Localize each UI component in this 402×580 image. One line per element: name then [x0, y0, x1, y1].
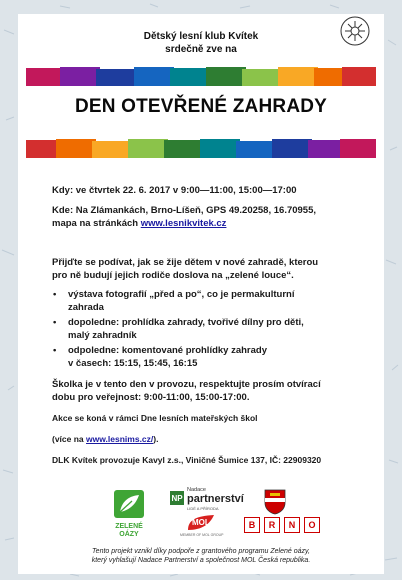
footer-line-2: který vyhlašují Nadace Partnerství a společnost MOL Česká republika. — [91, 557, 311, 564]
event-note: Akce se koná v rámci Dne lesních mateřských škol — [52, 413, 258, 423]
invitation-sheet — [18, 14, 384, 574]
event-title: DEN OTEVŘENÉ ZAHRADY — [74, 96, 328, 117]
partnerstvi-symbol-icon — [170, 491, 184, 505]
partner-main-text: partnerství — [187, 493, 244, 505]
event-when: Kdy: ve čtvrtek 22. 6. 2017 v 9:00—11:00, 15:00—17:00 — [52, 185, 297, 196]
colorful-strip-top — [26, 66, 376, 88]
intro-line-1: Přijďte se podívat, jak se žije dětem v nové zahradě, kterou — [52, 257, 319, 268]
brno-letter: O — [304, 517, 320, 533]
oazy-text: OÁZY — [119, 531, 139, 538]
zelene-oazy-logo — [108, 490, 150, 540]
zelene-text: ZELENÉ — [115, 523, 143, 530]
more-info-prefix: (více na — [52, 434, 87, 444]
leaf-icon — [114, 490, 144, 518]
brno-coat-of-arms-icon — [264, 489, 286, 515]
grant-footer — [28, 547, 374, 565]
list-item: • výstava fotografií „před a po“, co je permakulturní zahrada — [53, 288, 363, 314]
program-list — [53, 288, 363, 372]
invite-phrase: srdečně zve na — [165, 44, 237, 55]
lesnims-link[interactable]: www.lesnims.cz/ — [86, 434, 154, 444]
kvitek-club-logo — [340, 16, 370, 46]
operator-info: DLK Kvítek provozuje Kavyl z.s., Viničné Šumice 137, IČ: 22909320 — [52, 455, 322, 465]
brno-letter: R — [264, 517, 280, 533]
mol-sub-text: MEMBER OF MOL GROUP — [180, 533, 224, 537]
header — [18, 30, 384, 56]
school-line-2: dobu pro veřejnost: 9:00-11:00, 15:00-17:00. — [52, 392, 250, 403]
intro-text — [52, 256, 372, 282]
footer-line-1: Tento projekt vznikl díky podpoře z grantového programu Zelené oázy, — [92, 548, 310, 555]
brno-wordmark — [244, 517, 330, 535]
brno-letter: B — [244, 517, 260, 533]
more-info-suffix: ). — [153, 434, 159, 444]
intro-line-2: pro ně budují jejich rodiče doslova na „zelené louce“. — [52, 270, 294, 281]
mol-logo — [180, 514, 230, 540]
nadace-partnerstvi-logo — [170, 488, 250, 510]
where-line-2 — [52, 217, 372, 230]
event-more-info — [52, 433, 158, 446]
list-item: • dopoledne: prohlídka zahrady, tvořivé dílny pro děti, malý zahradník — [53, 316, 363, 342]
partner-sub-text: LIDÉ A PŘÍRODA — [187, 506, 219, 511]
list-item: • odpoledne: komentované prohlídky zahrady v časech: 15:15, 15:45, 16:15 — [53, 344, 363, 370]
school-notice — [52, 378, 382, 404]
event-where — [52, 204, 372, 230]
school-line-1: Školka je v tento den v provozu, respektujte prosím otvírací — [52, 379, 321, 390]
mol-text: MOL — [192, 518, 210, 527]
brno-letter: N — [284, 517, 300, 533]
club-name: Dětský lesní klub Kvítek — [143, 31, 259, 42]
partner-top-text: Nadace — [187, 487, 206, 493]
lesnikvitek-link[interactable]: www.lesnikvitek.cz — [140, 218, 227, 229]
svg-text:NP: NP — [171, 494, 183, 503]
where-map-prefix: mapa na stránkách — [52, 218, 141, 229]
where-line-1: Kde: Na Zlámankách, Brno-Líšeň, GPS 49.20258, 16.70955, — [52, 205, 317, 216]
colorful-strip-bottom — [26, 138, 376, 160]
